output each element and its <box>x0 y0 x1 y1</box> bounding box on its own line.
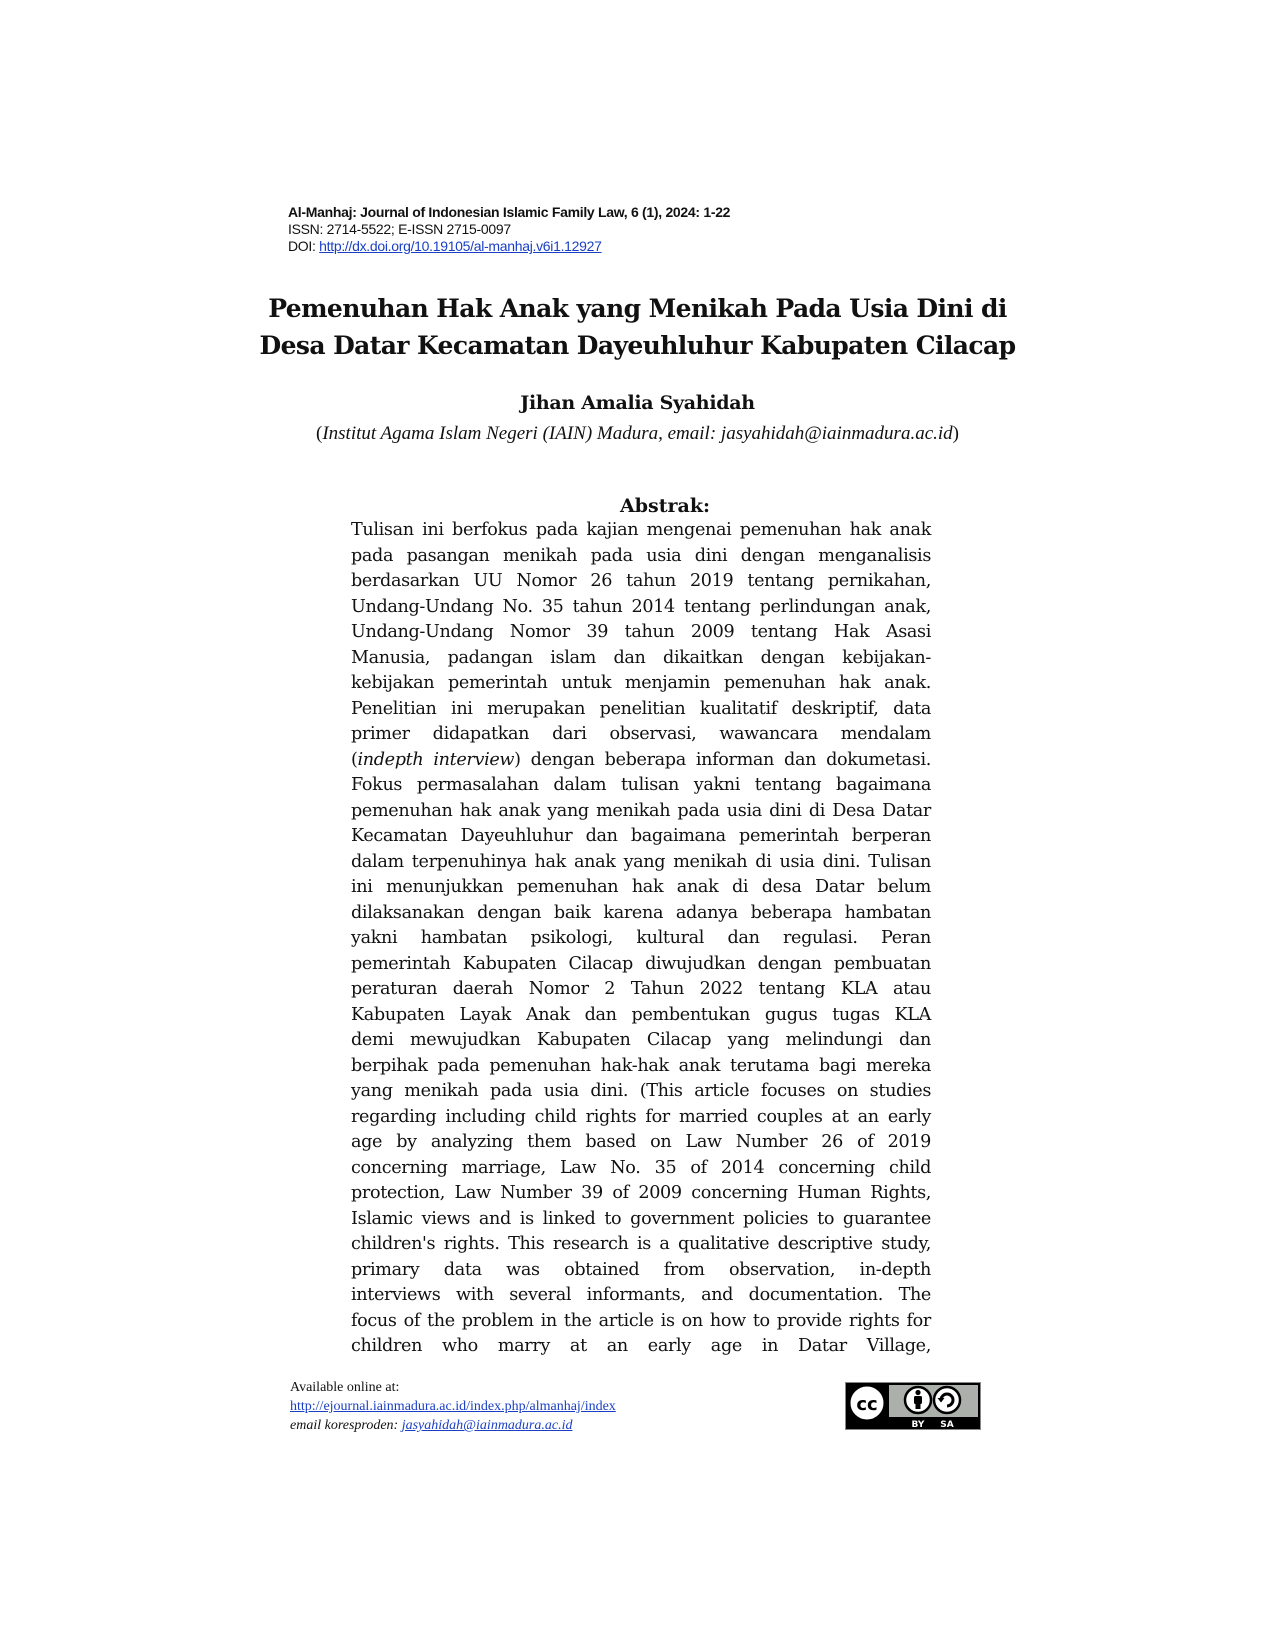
abstract-line: age by analyzing them based on Law Number 26 of 2019 <box>351 1132 931 1152</box>
email-label: email koresproden: <box>290 1418 402 1433</box>
abstract-heading: Abstrak: <box>620 495 710 517</box>
abstract-line: protection, Law Number 39 of 2009 concerning Human Rights, <box>351 1183 931 1203</box>
abstract-line: yang menikah pada usia dini. (This article focuses on studies <box>351 1081 931 1101</box>
abstract-line: yakni hambatan psikologi, kultural dan regulasi. Peran <box>351 928 931 948</box>
abstract-line: Manusia, padangan islam dan dikaitkan dengan kebijakan- <box>351 647 931 668</box>
author-affiliation <box>230 423 1045 445</box>
author-name: Jihan Amalia Syahidah <box>520 392 755 414</box>
abstract-line: primer didapatkan dari observasi, wawancara mendalam <box>351 724 931 744</box>
creative-commons-by-sa-icon <box>845 1382 981 1430</box>
abstract-line: dalam terpenuhinya hak anak yang menikah di usia dini. Tulisan <box>351 851 931 872</box>
article-title-line-1: Pemenuhan Hak Anak yang Menikah Pada Usia Dini di <box>268 294 1007 323</box>
abstract-line: Undang-Undang No. 35 tahun 2014 tentang perlindungan anak, <box>351 596 931 617</box>
abstract-line: pemerintah Kabupaten Cilacap diwujudkan dengan pembuatan <box>351 953 931 974</box>
affiliation-paren-close: ) <box>952 423 959 444</box>
journal-issn: ISSN: 2714-5522; E-ISSN 2715-0097 <box>288 221 511 237</box>
journal-doi <box>288 238 988 255</box>
abstract-line: berpihak pada pemenuhan hak-hak anak terutama bagi mereka <box>351 1055 931 1076</box>
abstract-line-rest: ) dengan beberapa informan dan dokumetasi. <box>514 749 932 770</box>
abstract-line: kebijakan pemerintah untuk menjamin pemenuhan hak anak. <box>351 673 931 693</box>
journal-citation: Al-Manhaj: Journal of Indonesian Islamic Family Law, 6 (1), 2024: 1-22 <box>288 204 731 220</box>
abstract-line: pemenuhan hak anak yang menikah pada usia dini di Desa Datar <box>351 800 931 821</box>
corresponding-email-link[interactable]: jasyahidah@iainmadura.ac.id <box>401 1418 573 1433</box>
abstract-line: children's rights. This research is a qualitative descriptive study, <box>351 1234 931 1254</box>
abstract-line: children who marry at an early age in Datar Village, <box>351 1336 931 1356</box>
article-title-line-2: Desa Datar Kecamatan Dayeuhluhur Kabupaten Cilacap <box>259 331 1016 360</box>
abstract-line: demi mewujudkan Kabupaten Cilacap yang melindungi dan <box>351 1030 931 1050</box>
abstract-line: peraturan daerah Nomor 2 Tahun 2022 tentang KLA atau <box>351 979 931 999</box>
doi-link[interactable]: http://dx.doi.org/10.19105/al-manhaj.v6i1.12927 <box>319 238 602 254</box>
abstract-line: Islamic views and is linked to government policies to guarantee <box>351 1208 931 1229</box>
abstract-line: Undang-Undang Nomor 39 tahun 2009 tentang Hak Asasi <box>351 622 931 642</box>
journal-header <box>288 204 988 255</box>
article-title <box>230 290 1045 364</box>
abstract-line: Kecamatan Dayeuhluhur dan bagaimana pemerintah berperan <box>351 826 931 846</box>
corresponding-email <box>290 1416 790 1435</box>
journal-url-link[interactable]: http://ejournal.iainmadura.ac.id/index.php/almanhaj/index <box>290 1399 616 1414</box>
doi-label: DOI: <box>288 238 320 254</box>
affiliation-text: Institut Agama Islam Negeri (IAIN) Madura, email: jasyahidah@iainmadura.ac.id <box>322 423 953 444</box>
abstract-line: regarding including child rights for married couples at an early <box>351 1106 931 1127</box>
share-alike-icon <box>934 1387 960 1413</box>
abstract-line: Penelitian ini merupakan penelitian kualitatif deskriptif, data <box>351 698 931 719</box>
abstract-line: concerning marriage, Law No. 35 of 2014 concerning child <box>351 1157 931 1178</box>
abstract-body <box>351 518 931 1360</box>
abstract-line: Tulisan ini berfokus pada kajian mengenai pemenuhan hak anak <box>351 520 931 540</box>
cc-label: cc <box>856 1394 878 1415</box>
abstract-line: interviews with several informants, and documentation. The <box>351 1285 931 1305</box>
abstract-line: dilaksanakan dengan baik karena adanya beberapa hambatan <box>351 902 931 923</box>
paren-open: ( <box>351 749 358 770</box>
abstract-line-with-italic <box>351 748 931 774</box>
abstract-line: focus of the problem in the article is on how to provide rights for <box>351 1310 931 1331</box>
abstract-line: berdasarkan UU Nomor 26 tahun 2019 tentang pernikahan, <box>351 571 931 591</box>
abstract-line: primary data was obtained from observation, in-depth <box>351 1259 931 1280</box>
indepth-interview-term: indepth interview <box>357 749 515 770</box>
abstract-line: Fokus permasalahan dalam tulisan yakni tentang bagaimana <box>351 775 931 795</box>
abstract-line: Kabupaten Layak Anak dan pembentukan gugus tugas KLA <box>351 1004 931 1025</box>
page-footer <box>290 1378 790 1435</box>
by-label: BY <box>911 1420 925 1430</box>
sa-label: SA <box>940 1420 954 1430</box>
affiliation-paren-open: ( <box>315 423 323 444</box>
available-online-label: Available online at: <box>290 1380 400 1395</box>
abstract-line: ini menunjukkan pemenuhan hak anak di desa Datar belum <box>351 877 931 897</box>
abstract-line: pada pasangan menikah pada usia dini dengan menganalisis <box>351 545 931 566</box>
